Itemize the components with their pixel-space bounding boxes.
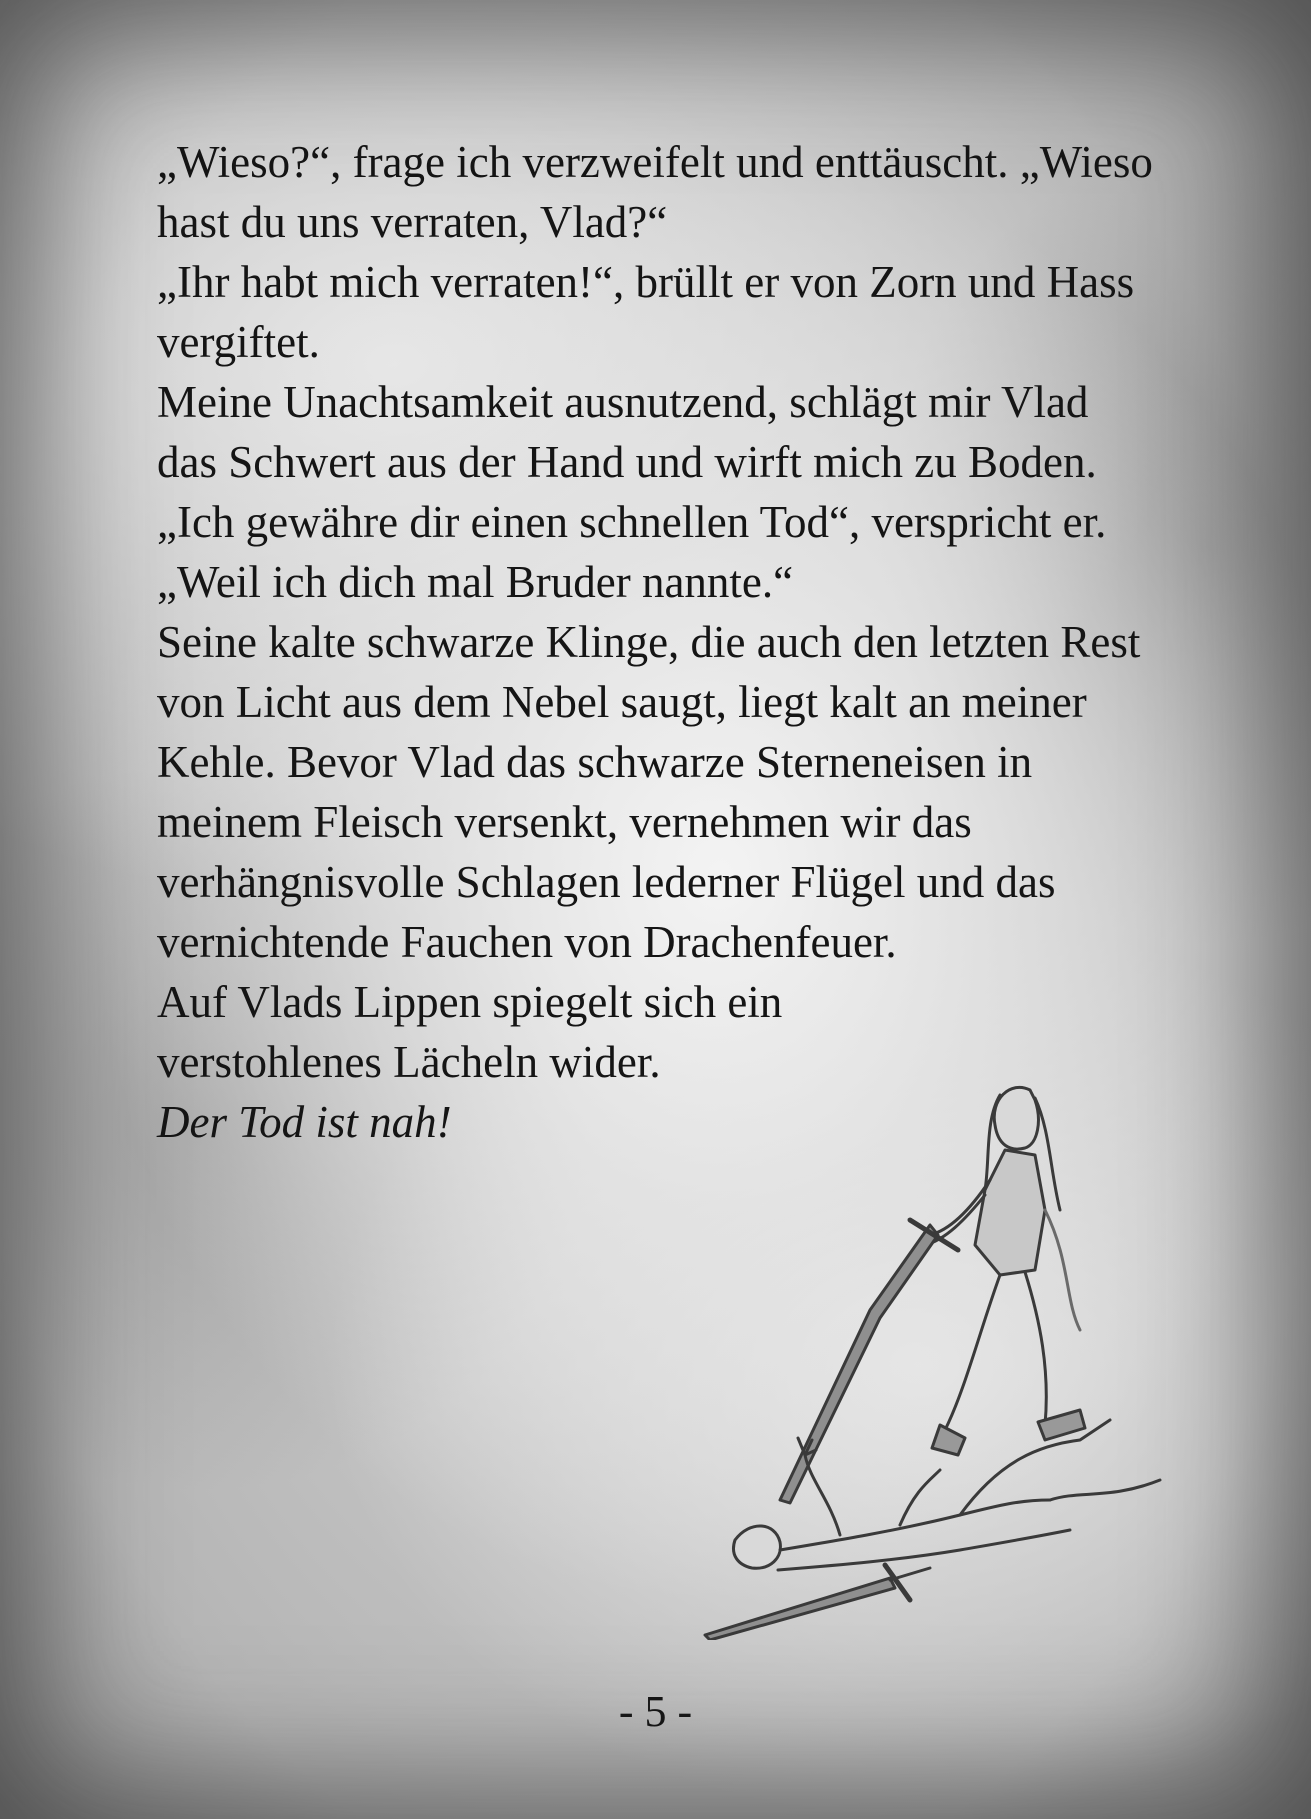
paragraph-sword-struck: Meine Unachtsamkeit ausnutzend, schlägt mir Vlad das Schwert aus der Hand und wirft mich zu Boden.	[157, 377, 1097, 487]
story-text	[157, 132, 1156, 1152]
paragraph-death-is-near: Der Tod ist nah!	[157, 1097, 452, 1147]
paragraph-smile-line-1: Auf Vlads Lippen spiegelt sich ein	[157, 977, 783, 1027]
page-number: - 5 -	[618, 1687, 693, 1736]
sword-fight-illustration	[640, 1060, 1200, 1640]
paragraph-smile-line-2: verstohlenes Lächeln wider.	[157, 1037, 661, 1087]
paragraph-black-blade: Seine kalte schwarze Klinge, die auch den letzten Rest von Licht aus dem Nebel saugt, liegt kalt an meiner Kehle. Bevor Vlad das schwarze Sterneneisen in meinem Fleisch versenkt, vernehmen wir das verhängnisvolle Schlagen lederner Flügel und das vernichtende Fauchen von Drachenfeuer.	[157, 617, 1141, 967]
paragraph-dialogue-question: „Wieso?“, frage ich verzweifelt und enttäuscht. „Wieso hast du uns verraten, Vlad?“	[157, 137, 1153, 247]
paragraph-quick-death: „Ich gewähre dir einen schnellen Tod“, verspricht er. „Weil ich dich mal Bruder nannte.“	[157, 497, 1107, 607]
paragraph-vlad-reply: „Ihr habt mich verraten!“, brüllt er von Zorn und Hass vergiftet.	[157, 257, 1135, 367]
